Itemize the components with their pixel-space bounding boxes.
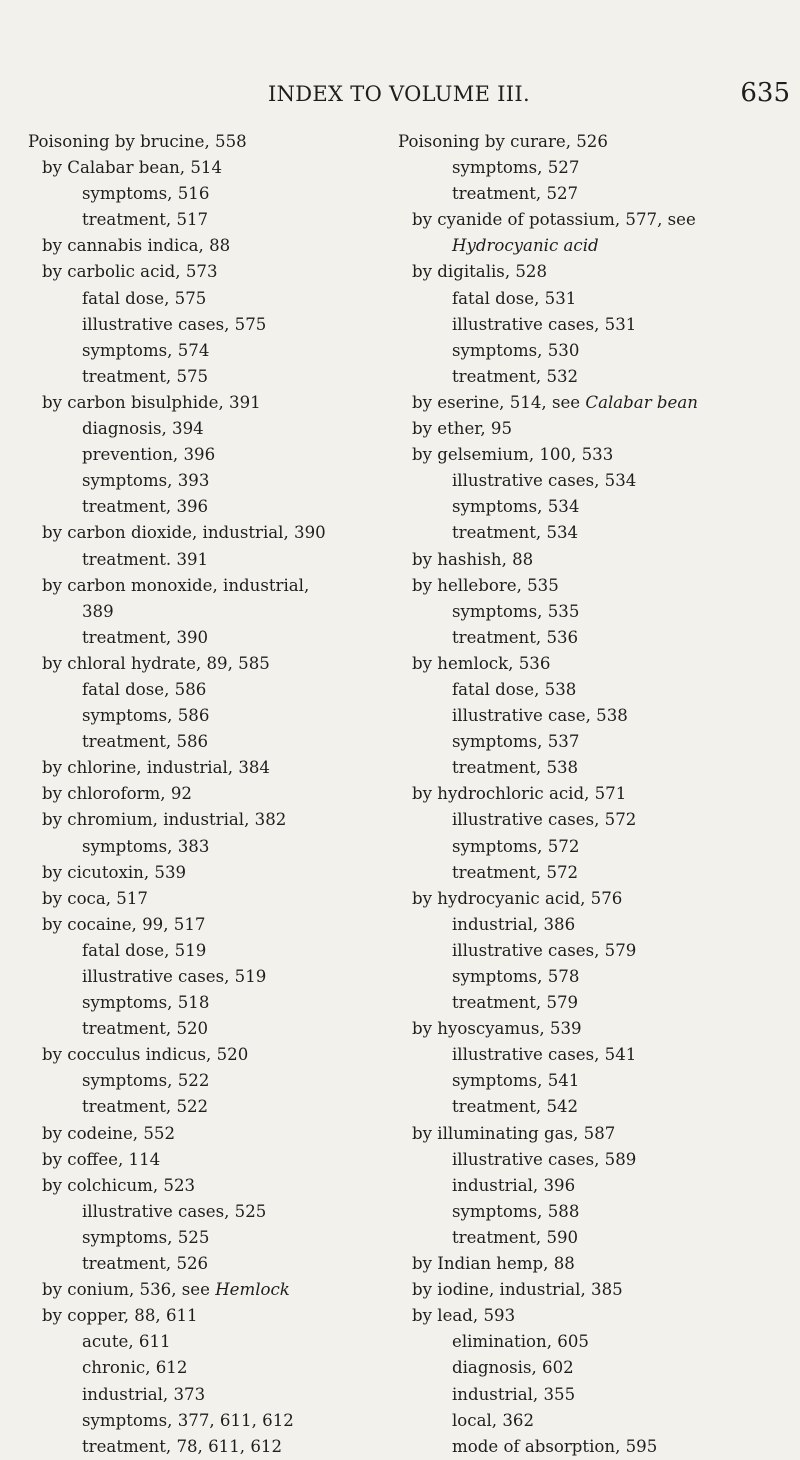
entry-text: by cyanide of potassium, 577, see <box>412 210 696 230</box>
entry-text: symptoms, 377, 611, 612 <box>82 1410 294 1430</box>
entry-text: chronic, 612 <box>82 1358 188 1378</box>
index-entry <box>28 1277 398 1303</box>
entry-text: by cannabis indica, 88 <box>42 236 231 256</box>
index-subentry <box>398 468 798 494</box>
entry-text: by carbon dioxide, industrial, 390 <box>42 523 326 543</box>
entry-text: treatment, 532 <box>452 366 579 386</box>
entry-text: by Indian hemp, 88 <box>412 1254 575 1274</box>
entry-text: by ether, 95 <box>412 419 513 439</box>
index-subentry <box>398 338 798 364</box>
entry-text: treatment, 517 <box>82 210 209 230</box>
entry-text: symptoms, 522 <box>82 1071 210 1091</box>
entry-text: treatment, 526 <box>82 1254 209 1274</box>
index-subentry <box>28 312 398 338</box>
index-column-right <box>398 129 798 1460</box>
entry-text: acute, 611 <box>82 1332 171 1352</box>
index-subentry <box>398 1382 798 1408</box>
entry-text: fatal dose, 538 <box>452 679 577 699</box>
index-entry <box>28 807 398 833</box>
entry-text: by hydrochloric acid, 571 <box>412 784 627 804</box>
index-subentry <box>398 494 798 520</box>
index-subentry <box>398 520 798 546</box>
entry-text: by hellebore, 535 <box>412 575 559 595</box>
index-entry <box>398 259 798 285</box>
index-entry <box>28 573 398 599</box>
index-subentry <box>28 1355 398 1381</box>
index-entry <box>398 1251 798 1277</box>
index-entry <box>28 651 398 677</box>
entry-text: treatment, 522 <box>82 1097 209 1117</box>
index-entry <box>398 1303 798 1329</box>
entry-text: industrial, 355 <box>452 1384 576 1404</box>
entry-text: symptoms, 535 <box>452 601 580 621</box>
running-title: INDEX TO VOLUME III. <box>268 82 530 106</box>
entry-text: prevention, 396 <box>82 445 216 465</box>
entry-text: illustrative cases, 519 <box>82 967 267 986</box>
index-entry <box>398 416 798 442</box>
entry-text: by chromium, industrial, 382 <box>42 810 287 830</box>
index-entry <box>28 912 398 938</box>
index-subentry <box>28 1382 398 1408</box>
index-subentry <box>28 286 398 312</box>
index-subentry <box>28 964 398 990</box>
entry-text: by eserine, 514, see <box>412 392 586 412</box>
entry-text: treatment, 78, 611, 612 <box>82 1436 283 1456</box>
cross-reference: Hydrocyanic acid <box>452 236 599 256</box>
entry-text: 389 <box>82 601 114 621</box>
index-subentry <box>398 912 798 938</box>
index-subentry <box>28 1329 398 1355</box>
entry-text: by Calabar bean, 514 <box>42 158 223 178</box>
entry-text: symptoms, 578 <box>452 967 580 986</box>
index-subentry <box>398 703 798 729</box>
index-subentry <box>398 807 798 833</box>
index-entry <box>28 1042 398 1068</box>
entry-text: treatment, 534 <box>452 523 579 543</box>
index-entry <box>28 886 398 912</box>
index-subentry <box>398 625 798 651</box>
index-subentry <box>398 938 798 964</box>
index-subentry <box>398 599 798 625</box>
entry-text: by chloroform, 92 <box>42 784 192 804</box>
index-entry <box>28 1173 398 1199</box>
index-subentry <box>398 1042 798 1068</box>
entry-text: treatment, 590 <box>452 1227 579 1247</box>
index-subentry <box>28 1408 398 1434</box>
entry-text: treatment. 391 <box>82 549 209 569</box>
entry-text: symptoms, 530 <box>452 340 580 360</box>
page-header <box>0 78 800 112</box>
entry-text: mode of absorption, 595 <box>452 1436 658 1456</box>
entry-text: treatment, 575 <box>82 366 209 386</box>
entry-text: by cocculus indicus, 520 <box>42 1045 249 1065</box>
entry-text: fatal dose, 575 <box>82 288 207 308</box>
index-subentry <box>28 442 398 468</box>
index-subentry <box>28 625 398 651</box>
entry-text: by cicutoxin, 539 <box>42 862 187 882</box>
index-subentry <box>28 729 398 755</box>
index-subentry <box>398 1434 798 1460</box>
entry-text: fatal dose, 519 <box>82 940 207 960</box>
index-entry <box>398 390 798 416</box>
index-subentry <box>398 677 798 703</box>
index-subentry <box>28 1094 398 1120</box>
entry-text: by coca, 517 <box>42 888 148 908</box>
entry-text: by carbolic acid, 573 <box>42 262 218 282</box>
entry-text: symptoms, 541 <box>452 1071 580 1091</box>
index-subentry <box>398 834 798 860</box>
index-subentry <box>28 1068 398 1094</box>
entry-text: fatal dose, 531 <box>452 288 577 308</box>
entry-text: Poisoning by brucine, 558 <box>28 132 247 151</box>
entry-text: treatment, 579 <box>452 993 579 1013</box>
entry-text: symptoms, 525 <box>82 1227 210 1247</box>
index-entry <box>398 207 798 233</box>
index-entry <box>28 755 398 781</box>
cross-reference: Calabar bean <box>585 392 698 412</box>
index-subentry <box>398 364 798 390</box>
entry-text: illustrative cases, 534 <box>452 471 637 491</box>
index-entry <box>28 1121 398 1147</box>
entry-text: illustrative cases, 525 <box>82 1201 267 1221</box>
index-entry <box>28 259 398 285</box>
entry-text: industrial, 373 <box>82 1384 206 1404</box>
index-subentry <box>28 207 398 233</box>
index-subentry <box>398 1147 798 1173</box>
index-subentry <box>398 1173 798 1199</box>
index-subentry <box>398 860 798 886</box>
entry-text: by hyoscyamus, 539 <box>412 1019 582 1039</box>
entry-text: by lead, 593 <box>412 1306 516 1326</box>
index-subentry <box>28 364 398 390</box>
index-entry <box>398 1277 798 1303</box>
index-subentry <box>28 1225 398 1251</box>
index-subentry <box>398 181 798 207</box>
entry-text: treatment, 527 <box>452 184 579 204</box>
index-heading <box>398 129 798 155</box>
entry-text: by colchicum, 523 <box>42 1175 196 1195</box>
entry-text: symptoms, 574 <box>82 340 210 360</box>
entry-text: symptoms, 393 <box>82 471 210 491</box>
entry-text: diagnosis, 602 <box>452 1358 574 1378</box>
entry-text: symptoms, 527 <box>452 158 580 178</box>
index-entry <box>28 1147 398 1173</box>
index-subentry <box>28 1199 398 1225</box>
entry-text: treatment, 390 <box>82 627 209 647</box>
entry-text: by chlorine, industrial, 384 <box>42 758 270 778</box>
entry-text: fatal dose, 586 <box>82 679 207 699</box>
index-entry <box>398 442 798 468</box>
entry-text: treatment, 396 <box>82 497 209 517</box>
entry-text: by hashish, 88 <box>412 549 534 569</box>
entry-text: symptoms, 588 <box>452 1201 580 1221</box>
entry-text: elimination, 605 <box>452 1332 589 1352</box>
index-subentry <box>28 494 398 520</box>
index-subentry <box>398 155 798 181</box>
entry-text: symptoms, 572 <box>452 836 580 856</box>
index-entry <box>398 1016 798 1042</box>
entry-text: symptoms, 534 <box>452 497 580 517</box>
entry-text: by illuminating gas, 587 <box>412 1123 616 1143</box>
index-subentry <box>28 468 398 494</box>
entry-text: industrial, 386 <box>452 914 576 934</box>
index-subentry <box>398 1199 798 1225</box>
index-entry <box>398 573 798 599</box>
index-entry <box>28 520 398 546</box>
entry-text: by hydrocyanic acid, 576 <box>412 888 623 908</box>
entry-text: by carbon bisulphide, 391 <box>42 392 261 412</box>
index-entry <box>398 781 798 807</box>
index-subentry <box>398 1225 798 1251</box>
index-column-left <box>28 129 398 1460</box>
index-subentry <box>28 677 398 703</box>
index-subentry <box>398 964 798 990</box>
entry-text: illustrative cases, 589 <box>452 1149 637 1169</box>
entry-text: symptoms, 586 <box>82 706 210 726</box>
index-subentry <box>398 312 798 338</box>
cross-reference: Hemlock <box>215 1280 290 1300</box>
index-subentry <box>28 938 398 964</box>
entry-text: treatment, 572 <box>452 862 579 882</box>
entry-text: by digitalis, 528 <box>412 262 548 282</box>
index-subentry <box>398 990 798 1016</box>
index-subentry <box>28 834 398 860</box>
index-subentry <box>398 1408 798 1434</box>
entry-text: by conium, 536, see <box>42 1280 216 1300</box>
index-entry <box>398 886 798 912</box>
index-subentry <box>28 1251 398 1277</box>
index-entry <box>398 1121 798 1147</box>
entry-text: by chloral hydrate, 89, 585 <box>42 653 270 673</box>
index-subentry <box>28 181 398 207</box>
entry-text: illustrative cases, 572 <box>452 810 637 830</box>
index-subentry <box>28 703 398 729</box>
index-heading <box>28 129 398 155</box>
entry-text: illustrative cases, 531 <box>452 314 637 334</box>
entry-text: industrial, 396 <box>452 1175 576 1195</box>
index-subentry <box>398 729 798 755</box>
entry-text: treatment, 520 <box>82 1019 209 1039</box>
index-entry <box>28 233 398 259</box>
entry-text: illustrative cases, 541 <box>452 1045 637 1065</box>
index-subentry <box>28 1434 398 1460</box>
entry-text: symptoms, 383 <box>82 836 210 856</box>
entry-text: by iodine, industrial, 385 <box>412 1280 623 1300</box>
entry-text: local, 362 <box>452 1410 535 1430</box>
entry-text: symptoms, 516 <box>82 184 210 204</box>
entry-text: symptoms, 518 <box>82 993 210 1013</box>
index-subentry <box>398 1068 798 1094</box>
entry-text: illustrative cases, 579 <box>452 940 637 960</box>
index-entry <box>398 547 798 573</box>
entry-text: Poisoning by curare, 526 <box>398 132 608 151</box>
entry-text: by cocaine, 99, 517 <box>42 914 206 934</box>
entry-text: treatment, 586 <box>82 732 209 752</box>
index-subentry <box>28 990 398 1016</box>
index-entry <box>398 651 798 677</box>
entry-text: illustrative cases, 575 <box>82 314 267 334</box>
index-subentry <box>398 755 798 781</box>
entry-text: by coffee, 114 <box>42 1149 161 1169</box>
index-entry <box>28 390 398 416</box>
index-subentry <box>398 1329 798 1355</box>
entry-text: by copper, 88, 611 <box>42 1306 198 1326</box>
index-subentry <box>28 599 398 625</box>
entry-text: by carbon monoxide, industrial, <box>42 575 310 595</box>
index-subentry <box>398 1094 798 1120</box>
entry-text: by gelsemium, 100, 533 <box>412 445 614 465</box>
entry-text: treatment, 542 <box>452 1097 579 1117</box>
entry-text: illustrative case, 538 <box>452 706 628 726</box>
index-entry <box>28 155 398 181</box>
entry-text: diagnosis, 394 <box>82 419 204 439</box>
index-subentry <box>28 416 398 442</box>
index-subentry <box>398 286 798 312</box>
index-entry <box>28 860 398 886</box>
index-subentry <box>28 338 398 364</box>
entry-text: symptoms, 537 <box>452 732 580 752</box>
index-subentry <box>398 233 798 259</box>
index-subentry <box>28 1016 398 1042</box>
index-subentry <box>398 1355 798 1381</box>
index-subentry <box>28 547 398 573</box>
page-number: 635 <box>740 78 790 108</box>
entry-text: treatment, 538 <box>452 758 579 778</box>
entry-text: by hemlock, 536 <box>412 653 551 673</box>
entry-text: by codeine, 552 <box>42 1123 176 1143</box>
entry-text: treatment, 536 <box>452 627 579 647</box>
index-entry <box>28 1303 398 1329</box>
index-entry <box>28 781 398 807</box>
